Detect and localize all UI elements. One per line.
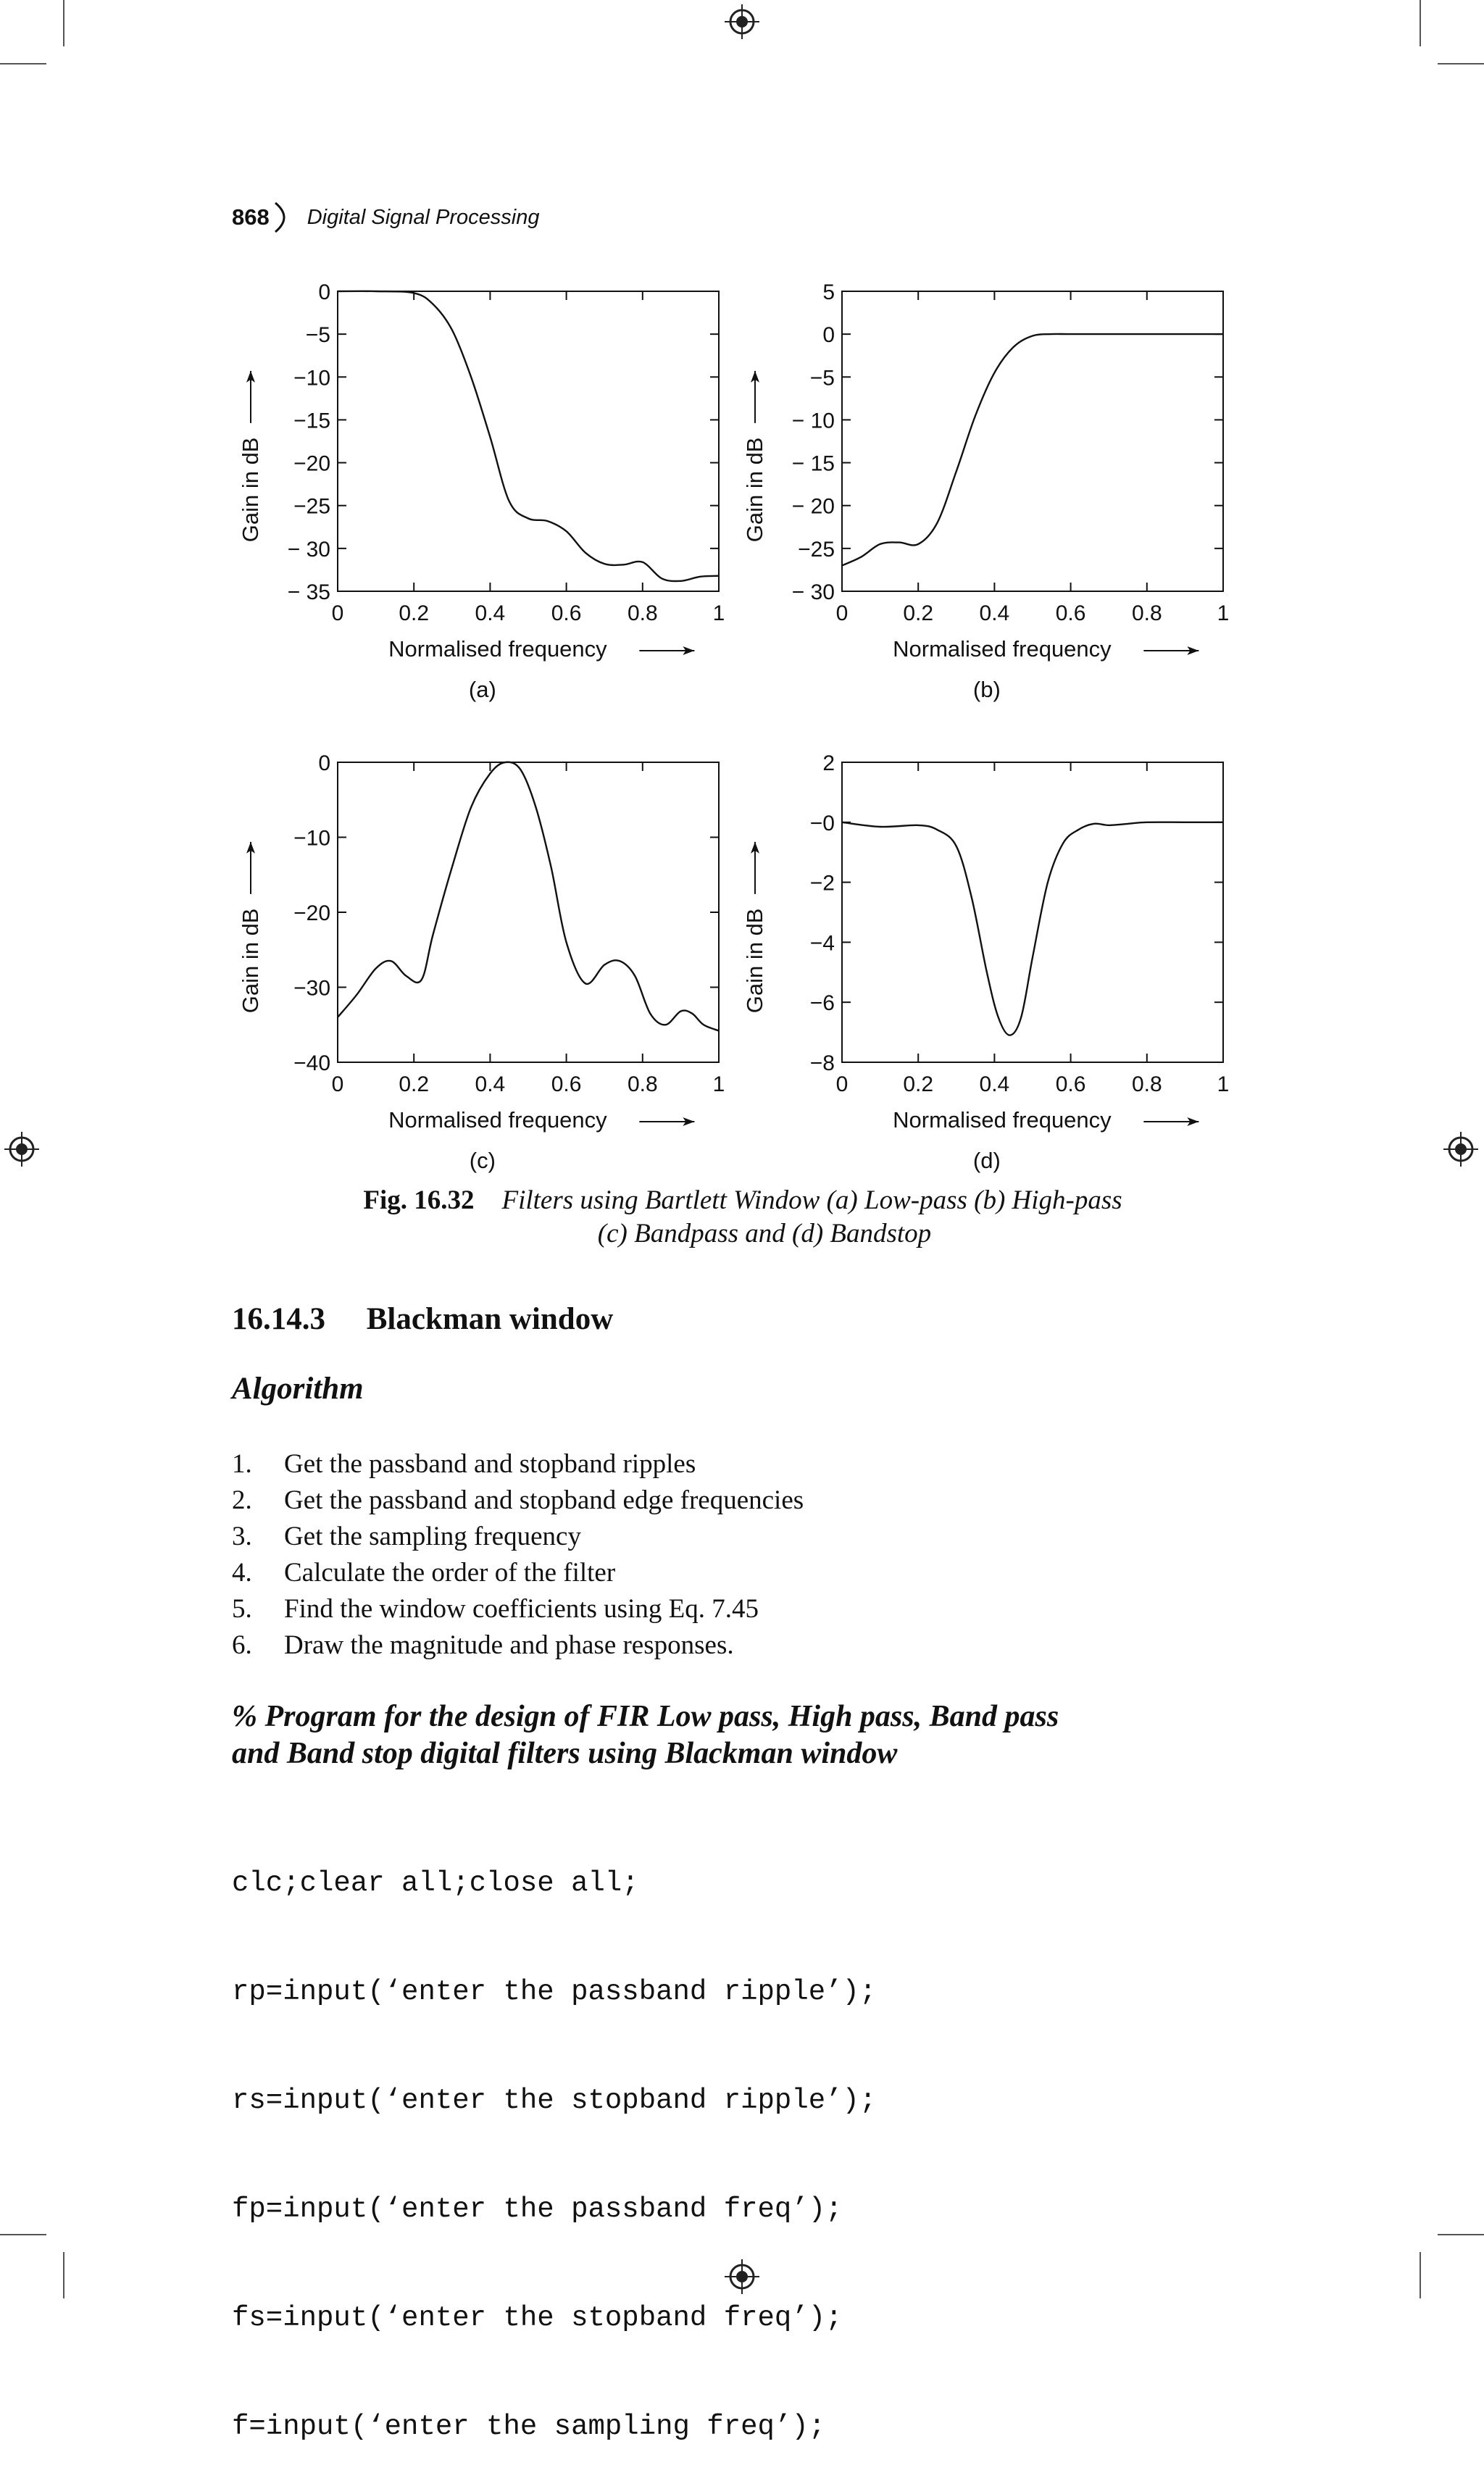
y-tick-label: 0	[822, 323, 835, 348]
y-tick-label: − 35	[287, 580, 330, 604]
response-curve	[338, 291, 719, 581]
x-tick-label: 0.8	[1131, 1072, 1162, 1096]
y-tick-label: − 30	[287, 537, 330, 562]
x-tick-label: 1	[1217, 601, 1230, 625]
section-heading	[232, 1301, 613, 1337]
response-curve	[842, 334, 1223, 566]
data-point	[1222, 822, 1224, 823]
response-curve	[842, 822, 1223, 1035]
data-point	[956, 471, 957, 472]
figure-16-32	[0, 0, 1484, 1188]
list-item: 5. Find the window coefficients using Eq. 7.45	[232, 1594, 759, 1624]
x-axis-label: Normalised frequency	[388, 1107, 607, 1133]
y-tick-label: −20	[293, 451, 330, 476]
code-listing	[232, 1793, 876, 2481]
x-tick-label: 0	[835, 601, 849, 625]
y-tick-label: −30	[293, 976, 330, 1001]
data-point	[718, 1030, 720, 1032]
data-point	[547, 520, 549, 522]
data-point	[650, 1013, 651, 1014]
data-point	[937, 829, 938, 830]
y-tick-label: − 15	[791, 451, 835, 476]
y-tick-label: −4	[809, 931, 835, 956]
data-point	[337, 291, 338, 292]
y-tick-label: −10	[293, 826, 330, 851]
data-point	[861, 556, 862, 558]
x-tick-label: 0.6	[551, 601, 582, 625]
y-axis-label: Gain in dB	[742, 908, 767, 1014]
data-point	[375, 291, 377, 292]
y-tick-label: −5	[305, 323, 330, 348]
y-tick-label: −10	[293, 366, 330, 391]
data-point	[1108, 825, 1109, 826]
code-line: f=input(‘enter the sampling freq’);	[232, 2411, 826, 2443]
y-tick-label: 0	[318, 751, 330, 775]
y-tick-label: 5	[822, 280, 835, 304]
data-point	[1185, 333, 1186, 335]
data-point	[665, 1025, 667, 1026]
x-tick-label: 0.2	[399, 1072, 430, 1096]
data-point	[357, 994, 358, 996]
y-axis-label: Gain in dB	[238, 437, 263, 543]
y-tick-label: −20	[293, 901, 330, 925]
y-tick-label: −8	[809, 1051, 835, 1075]
data-point	[451, 329, 453, 330]
data-point	[490, 773, 491, 775]
data-point	[691, 1013, 693, 1014]
data-point	[623, 564, 625, 566]
figure-label: Fig. 16.32	[363, 1185, 475, 1215]
book-title: Digital Signal Processing	[307, 205, 540, 229]
data-point	[1185, 822, 1186, 823]
data-point	[718, 575, 720, 577]
code-line: clc;clear all;close all;	[232, 1867, 639, 1899]
data-point	[937, 522, 938, 524]
code-line: fp=input(‘enter the passband freq’);	[232, 2193, 843, 2225]
list-item: 1. Get the passband and stopband ripples	[232, 1449, 696, 1479]
x-tick-label: 0.8	[627, 601, 658, 625]
data-point	[635, 975, 636, 977]
panel-label: (d)	[972, 1148, 1001, 1173]
data-point	[451, 867, 453, 868]
x-tick-label: 0.6	[1055, 601, 1086, 625]
x-tick-label: 1	[712, 1072, 725, 1096]
data-point	[975, 415, 976, 417]
y-tick-label: −6	[809, 991, 835, 1016]
y-axis-label: Gain in dB	[238, 908, 263, 1014]
data-point	[585, 552, 586, 554]
data-point	[661, 578, 662, 580]
x-tick-label: 1	[1217, 1072, 1230, 1096]
x-tick-label: 0.4	[475, 1072, 506, 1096]
data-point	[1020, 1017, 1022, 1018]
data-point	[841, 565, 843, 567]
data-point	[433, 934, 434, 935]
data-point	[703, 1025, 704, 1026]
x-axis-label: Normalised frequency	[388, 636, 607, 662]
data-point	[1047, 882, 1049, 883]
data-point	[680, 1011, 682, 1012]
data-point	[899, 542, 900, 543]
data-point	[1146, 333, 1148, 335]
x-tick-label: 0	[835, 1072, 849, 1096]
y-tick-label: −15	[293, 409, 330, 433]
data-point	[585, 983, 586, 985]
data-point	[433, 304, 434, 305]
data-point	[841, 822, 843, 823]
x-tick-label: 0	[331, 601, 344, 625]
x-tick-label: 0.4	[979, 601, 1010, 625]
data-point	[337, 1017, 338, 1018]
section-number: 16.14.3	[232, 1302, 325, 1336]
code-line: fs=input(‘enter the stopband freq’);	[232, 2302, 843, 2334]
data-point	[391, 961, 392, 962]
y-tick-label: −25	[293, 494, 330, 519]
data-point	[470, 377, 472, 378]
data-point	[413, 293, 414, 294]
data-point	[1032, 335, 1033, 337]
data-point	[505, 762, 507, 763]
data-point	[1108, 333, 1109, 335]
plot-frame	[338, 291, 719, 591]
data-point	[1222, 333, 1224, 335]
panel-label: (a)	[468, 677, 496, 702]
data-point	[1077, 829, 1079, 830]
y-tick-label: −2	[809, 871, 835, 896]
x-tick-label: 0.6	[1055, 1072, 1086, 1096]
y-tick-label: −0	[809, 811, 835, 835]
data-point	[470, 806, 472, 808]
program-heading: % Program for the design of FIR Low pass, High pass, Band pass and Band stop digital filters using Blackman window	[232, 1700, 1059, 1770]
panel-label: (b)	[972, 677, 1001, 702]
section-title: Blackman window	[366, 1302, 614, 1336]
data-point	[619, 961, 620, 962]
data-point	[421, 979, 422, 980]
data-point	[680, 580, 682, 582]
data-point	[535, 806, 537, 808]
algorithm-heading: Algorithm	[232, 1372, 364, 1406]
data-point	[917, 543, 919, 545]
page-number: 868	[232, 204, 270, 230]
list-item: 3. Get the sampling frequency	[232, 1522, 581, 1551]
data-point	[699, 576, 701, 577]
list-item: 2. Get the passband and stopband edge frequencies	[232, 1485, 804, 1515]
plot-frame	[338, 762, 719, 1062]
data-point	[1009, 1035, 1011, 1036]
data-point	[956, 846, 957, 847]
data-point	[998, 1017, 999, 1018]
data-point	[1093, 823, 1094, 825]
x-tick-label: 0.2	[399, 601, 430, 625]
data-point	[551, 867, 552, 868]
panel-label: (c)	[469, 1148, 496, 1173]
data-point	[604, 964, 605, 966]
data-point	[1032, 956, 1033, 958]
list-item: 4. Calculate the order of the filter	[232, 1558, 616, 1588]
y-tick-label: −25	[798, 537, 835, 562]
data-point	[1051, 333, 1053, 335]
data-point	[880, 826, 881, 827]
data-point	[509, 501, 510, 502]
data-point	[642, 562, 643, 563]
caption-line-1: Filters using Bartlett Window (a) Low-pass (b) High-pass	[501, 1185, 1122, 1215]
data-point	[406, 975, 407, 977]
y-tick-label: −5	[809, 366, 835, 391]
data-point	[490, 436, 491, 438]
y-tick-label: 0	[318, 280, 330, 304]
data-point	[604, 563, 605, 564]
figure-caption	[217, 1184, 1268, 1251]
response-curve	[338, 762, 719, 1031]
plot-frame	[842, 762, 1223, 1062]
x-tick-label: 0.4	[979, 1072, 1010, 1096]
x-tick-label: 0.2	[903, 601, 934, 625]
x-axis-label: Normalised frequency	[893, 1107, 1112, 1133]
list-item: 6. Draw the magnitude and phase responses.	[232, 1630, 734, 1660]
x-tick-label: 0	[331, 1072, 344, 1096]
x-tick-label: 0.2	[903, 1072, 934, 1096]
x-tick-label: 0.6	[551, 1072, 582, 1096]
code-line: rs=input(‘enter the stopband ripple’);	[232, 2085, 877, 2117]
algorithm-steps	[232, 1446, 804, 1664]
data-point	[375, 968, 377, 970]
data-point	[994, 372, 996, 374]
data-point	[1127, 823, 1129, 825]
code-line: rp=input(‘enter the passband ripple’);	[232, 1976, 877, 2008]
y-tick-label: 2	[822, 751, 835, 775]
x-tick-label: 0.8	[627, 1072, 658, 1096]
data-point	[528, 518, 529, 520]
x-tick-label: 1	[712, 601, 725, 625]
data-point	[880, 543, 881, 545]
x-tick-label: 0.4	[475, 601, 506, 625]
y-axis-label: Gain in dB	[742, 437, 767, 543]
data-point	[1070, 333, 1072, 335]
y-tick-label: − 20	[791, 494, 835, 519]
data-point	[1146, 822, 1148, 823]
data-point	[520, 770, 522, 771]
x-tick-label: 0.8	[1131, 601, 1162, 625]
data-point	[1013, 346, 1014, 348]
y-tick-label: − 30	[791, 580, 835, 604]
x-axis-label: Normalised frequency	[893, 636, 1112, 662]
y-tick-label: −40	[293, 1051, 330, 1075]
caption-line-2: (c) Bandpass and (d) Bandstop	[597, 1219, 932, 1248]
y-tick-label: − 10	[791, 409, 835, 433]
data-point	[917, 825, 919, 826]
data-point	[1062, 843, 1064, 844]
data-point	[986, 972, 988, 973]
data-point	[566, 530, 567, 532]
data-point	[566, 942, 567, 943]
data-point	[971, 897, 972, 898]
